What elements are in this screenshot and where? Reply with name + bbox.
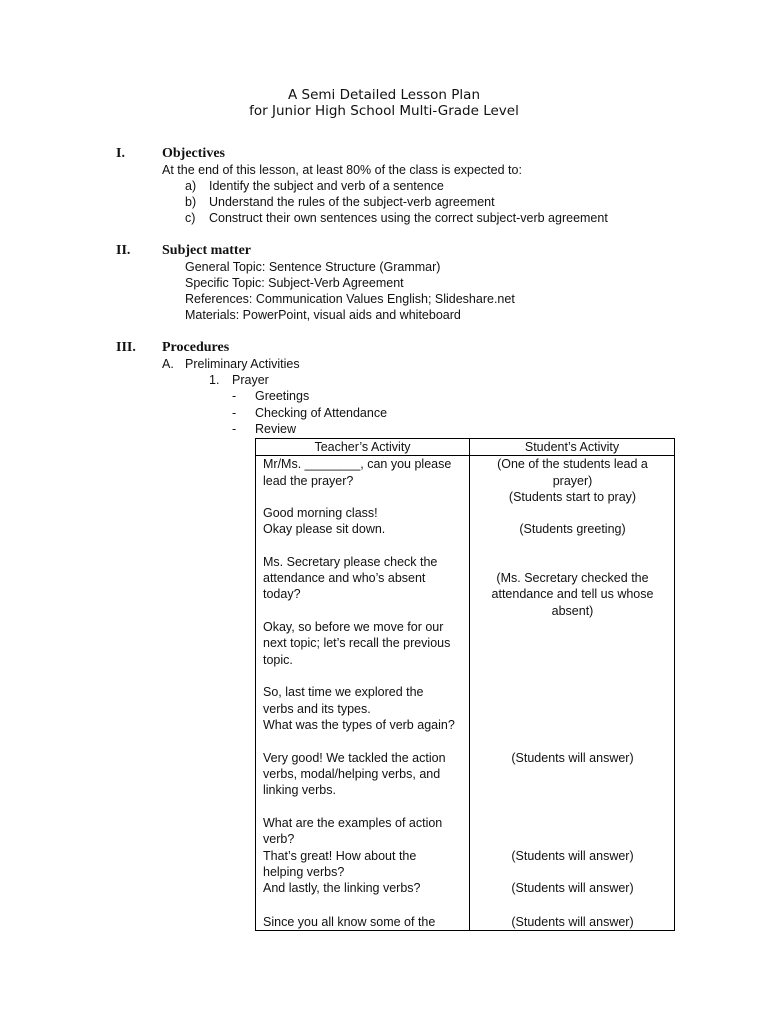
- subject-matter-line: General Topic: Sentence Structure (Grammar): [185, 260, 441, 274]
- student-line: (Students will answer): [511, 751, 634, 766]
- student-line: prayer): [552, 473, 593, 488]
- student-line: (Students greeting): [519, 522, 626, 537]
- dash-marker: -: [232, 422, 237, 436]
- teacher-line: today?: [263, 587, 301, 602]
- teacher-line: linking verbs.: [263, 783, 336, 798]
- student-line: (Students will answer): [511, 849, 634, 864]
- objective-item: Understand the rules of the subject-verb agreement: [209, 195, 495, 209]
- teacher-line: Okay, so before we move for our: [263, 620, 444, 635]
- student-line: absent): [551, 604, 594, 619]
- activity-table: [255, 438, 675, 931]
- student-line: (Students will answer): [511, 915, 634, 930]
- procedure-item-marker: 1.: [209, 373, 220, 387]
- teacher-line: Ms. Secretary please check the: [263, 555, 438, 570]
- teacher-line: What was the types of verb again?: [263, 718, 455, 733]
- dash-item: Review: [255, 422, 296, 436]
- teacher-line: Good morning class!: [263, 506, 378, 521]
- section-heading-objectives: Objectives: [162, 146, 225, 161]
- section-heading-subject-matter: Subject matter: [162, 243, 252, 258]
- section-numeral-subject-matter: II.: [116, 243, 131, 258]
- document-title-line-1: A Semi Detailed Lesson Plan: [287, 87, 480, 103]
- student-activity-header: Student’s Activity: [470, 439, 675, 456]
- teacher-line: That’s great! How about the: [263, 849, 417, 864]
- objective-marker: c): [185, 211, 196, 225]
- teacher-activity-cell: [256, 456, 470, 931]
- section-heading-procedures: Procedures: [162, 340, 230, 355]
- teacher-line: lead the prayer?: [263, 473, 354, 488]
- teacher-line: So, last time we explored the: [263, 685, 424, 700]
- procedure-item-label: Prayer: [232, 373, 269, 387]
- dash-item: Greetings: [255, 389, 310, 403]
- student-activity-cell: [470, 456, 675, 931]
- teacher-line: attendance and who’s absent: [263, 571, 426, 586]
- dash-marker: -: [232, 389, 237, 403]
- procedure-sub-marker: A.: [162, 357, 174, 371]
- procedure-sub-label: Preliminary Activities: [185, 357, 300, 371]
- student-line: attendance and tell us whose: [491, 587, 654, 602]
- section-numeral-procedures: III.: [116, 340, 136, 355]
- teacher-line: Mr/Ms. ________, can you please: [263, 457, 452, 472]
- objective-marker: b): [185, 195, 197, 209]
- subject-matter-line: References: Communication Values English; Slideshare.net: [185, 292, 515, 306]
- teacher-line: What are the examples of action: [263, 816, 443, 831]
- teacher-line: Okay please sit down.: [263, 522, 386, 537]
- teacher-line: topic.: [263, 653, 293, 668]
- section-numeral-objectives: I.: [116, 146, 125, 161]
- objective-item: Identify the subject and verb of a sentence: [209, 179, 444, 193]
- dash-item: Checking of Attendance: [255, 406, 388, 420]
- teacher-line: helping verbs?: [263, 865, 345, 880]
- student-line: (Students will answer): [511, 881, 634, 896]
- table-row: [256, 456, 675, 931]
- objectives-intro: At the end of this lesson, at least 80% of the class is expected to:: [162, 163, 522, 177]
- student-line: (One of the students lead a: [497, 457, 648, 472]
- teacher-line: next topic; let’s recall the previous: [263, 636, 451, 651]
- subject-matter-line: Materials: PowerPoint, visual aids and whiteboard: [185, 308, 461, 322]
- objective-item: Construct their own sentences using the correct subject-verb agreement: [209, 211, 608, 225]
- objective-marker: a): [185, 179, 197, 193]
- teacher-line: Since you all know some of the: [263, 915, 436, 930]
- teacher-line: verbs and its types.: [263, 702, 371, 717]
- teacher-activity-header: Teacher’s Activity: [256, 439, 470, 456]
- teacher-line: And lastly, the linking verbs?: [263, 881, 421, 896]
- student-line: (Students start to pray): [508, 490, 637, 505]
- document-title-line-2: for Junior High School Multi-Grade Level: [249, 103, 519, 119]
- dash-marker: -: [232, 406, 237, 420]
- teacher-line: verbs, modal/helping verbs, and: [263, 767, 441, 782]
- student-line: (Ms. Secretary checked the: [496, 571, 649, 586]
- teacher-line: verb?: [263, 832, 295, 847]
- teacher-line: Very good! We tackled the action: [263, 751, 446, 766]
- table-header-row: [256, 439, 675, 456]
- subject-matter-line: Specific Topic: Subject-Verb Agreement: [185, 276, 404, 290]
